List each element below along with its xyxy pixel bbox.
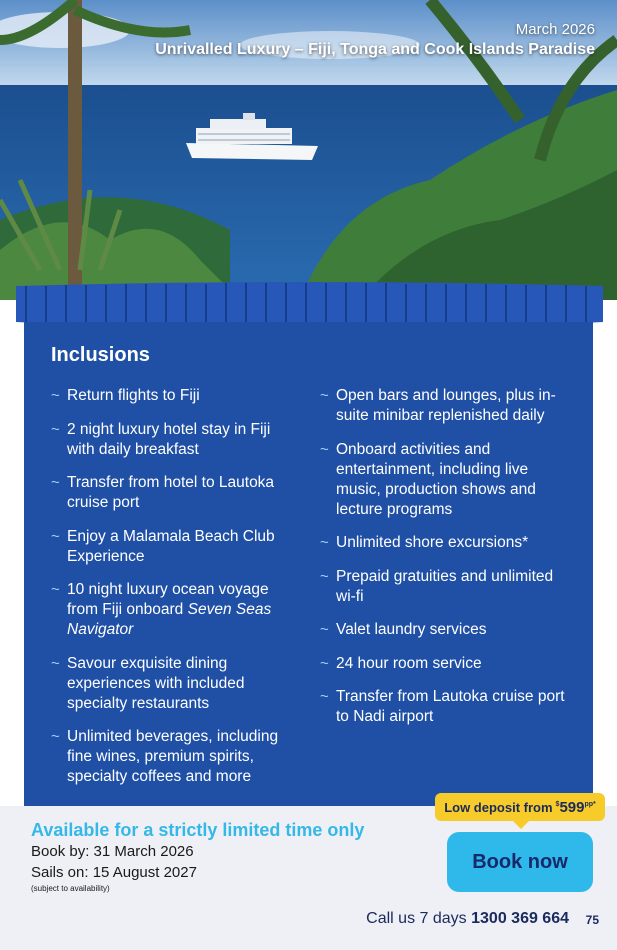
offer-headline: Available for a strictly limited time only	[31, 820, 365, 840]
list-item: ~ Transfer from hotel to Lautoka cruise port	[51, 474, 275, 511]
list-item: ~ Open bars and lounges, plus in-suite minibar replenished daily	[320, 387, 556, 424]
list-item: ~ Savour exquisite dining experiences with included specialty restaurants	[51, 654, 245, 712]
list-item: ~ 10 night luxury ocean voyage from Fiji onboard Seven Seas Navigator	[51, 581, 272, 638]
tilde-bullet-icon: ~	[320, 440, 329, 458]
tilde-bullet-icon: ~	[51, 474, 60, 491]
list-item: ~ Unlimited shore excursions*	[320, 534, 529, 551]
inclusions-panel	[24, 322, 593, 806]
tilde-bullet-icon: ~	[320, 688, 329, 705]
book-by-date: Book by: 31 March 2026	[31, 843, 194, 860]
book-now-button[interactable]: Book now	[447, 832, 593, 892]
brochure-date: March 2026	[515, 21, 595, 38]
list-item: ~ Transfer from Lautoka cruise port to Nadi airport	[320, 688, 565, 725]
tilde-bullet-icon: ~	[320, 621, 329, 638]
list-item: ~ 2 night luxury hotel stay in Fiji with daily breakfast	[51, 420, 271, 458]
list-item: ~ Return flights to Fiji	[51, 387, 200, 404]
list-item: ~ Unlimited beverages, including fine wines, premium spirits, specialty coffees and more	[51, 728, 279, 785]
ship-name: Seven Seas Navigator	[67, 601, 272, 638]
contact-line: Call us 7 days 1300 369 664	[366, 910, 569, 927]
list-item: ~ Valet laundry services	[320, 621, 487, 638]
sails-on-date: Sails on: 15 August 2027	[31, 864, 197, 881]
tilde-bullet-icon: ~	[320, 567, 329, 585]
availability-note: (subject to availability)	[31, 884, 110, 893]
tilde-bullet-icon: ~	[51, 420, 60, 438]
tilde-bullet-icon: ~	[51, 581, 60, 598]
page-number: 75	[585, 913, 599, 927]
tilde-bullet-icon: ~	[320, 387, 329, 404]
list-item: ~ Onboard activities and entertainment, including live music, production shows and lecture programs	[320, 440, 536, 518]
hero-image	[0, 0, 617, 300]
tilde-bullet-icon: ~	[51, 387, 60, 404]
tilde-bullet-icon: ~	[51, 527, 60, 545]
inclusions-list-right	[320, 386, 570, 741]
list-item: ~ 24 hour room service	[320, 654, 482, 672]
inclusions-list-left	[51, 386, 291, 801]
tilde-bullet-icon: ~	[320, 534, 329, 551]
phone-number[interactable]: 1300 369 664	[471, 910, 569, 927]
inclusions-title: Inclusions	[51, 344, 150, 366]
tilde-bullet-icon: ~	[51, 728, 60, 745]
list-item: ~ Enjoy a Malamala Beach Club Experience	[51, 527, 275, 565]
tilde-bullet-icon: ~	[51, 654, 60, 672]
deposit-badge: Low deposit from $^{\$}599^{pp*}$	[435, 793, 605, 821]
tilde-bullet-icon: ~	[320, 654, 329, 672]
header-text	[155, 20, 595, 60]
list-item: ~ Prepaid gratuities and unlimited wi-fi	[320, 567, 554, 605]
deposit-price: $^{\$}599^{pp*}$	[555, 798, 596, 816]
page-title: Unrivalled Luxury – Fiji, Tonga and Cook Islands Paradise	[155, 41, 595, 58]
